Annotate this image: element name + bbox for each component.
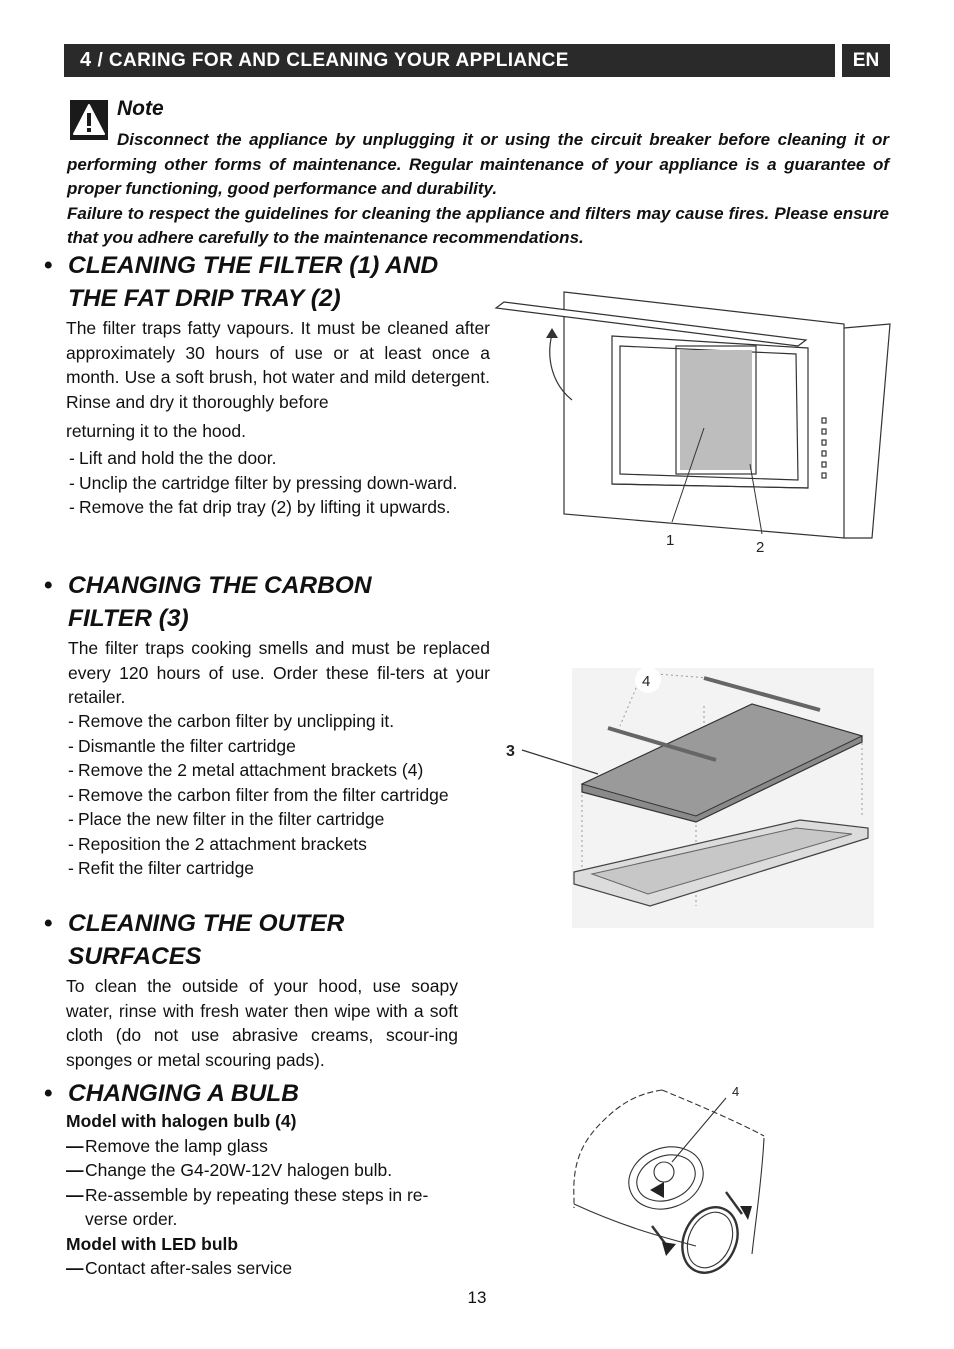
callout-2: 2	[756, 539, 765, 556]
list-item: — Change the G4-20W-12V halogen bulb.	[66, 1158, 466, 1183]
callout-3: 3	[506, 743, 515, 760]
callout-1: 1	[666, 532, 675, 549]
bullet: •	[44, 910, 53, 937]
page-number: 13	[467, 1288, 487, 1307]
chapter-number: 4	[80, 49, 92, 71]
filter-steps	[67, 446, 467, 520]
filter-heading-line-1: CLEANING THE FILTER (1) AND	[68, 252, 439, 279]
bulb-section-heading	[44, 1077, 299, 1110]
callout-4: 4	[642, 673, 651, 690]
led-steps	[66, 1256, 466, 1281]
halogen-steps	[66, 1134, 466, 1232]
filter-intro-continued: returning it to the hood.	[66, 421, 246, 441]
bulb-heading: CHANGING A BULB	[68, 1080, 299, 1107]
outer-section-heading	[44, 907, 345, 973]
callout-4: 4	[732, 1084, 740, 1099]
filter-intro: The filter traps fatty vapours. It must be cleaned after approximately 30 hours of use or at least once a month. Use a soft brush, hot water and mild detergent. Rinse and dry it thoroughly before	[66, 318, 490, 412]
filter-mesh	[680, 350, 752, 470]
carbon-intro: The filter traps cooking smells and must be replaced every 120 hours of use. Order these fil-ters at your retailer.	[68, 638, 490, 707]
bulb-illustration	[566, 1078, 778, 1284]
filter-section-heading	[44, 249, 439, 315]
list-item: - Reposition the 2 attachment brackets	[66, 832, 496, 857]
carbon-filter-illustration	[500, 666, 876, 930]
outer-heading-line-1: CLEANING THE OUTER	[68, 910, 345, 937]
list-item: - Lift and hold the the door.	[67, 446, 467, 471]
carbon-heading-line-1: CHANGING THE CARBON	[68, 572, 372, 599]
bullet: •	[44, 252, 53, 279]
list-item: - Dismantle the filter cartridge	[66, 734, 496, 759]
note-title: Note	[117, 97, 164, 120]
bullet: •	[44, 572, 53, 599]
bullet: •	[44, 1080, 53, 1107]
list-item: - Remove the 2 metal attachment brackets (4)	[66, 758, 496, 783]
bulb-instructions	[66, 1109, 466, 1281]
list-item: - Place the new filter in the filter cartridge	[66, 807, 496, 832]
filter-heading-line-2: THE FAT DRIP TRAY (2)	[68, 285, 341, 312]
note-body	[67, 128, 889, 251]
list-item: - Remove the carbon filter by unclipping it.	[66, 709, 496, 734]
list-item: — Re-assemble by repeating these steps in re-verse order.	[66, 1183, 466, 1232]
list-item: — Remove the lamp glass	[66, 1134, 466, 1159]
outer-intro: To clean the outside of your hood, use soapy water, rinse with fresh water then wipe with a soft cloth (do not use abrasive creams, scour-ing sponges or metal scouring pads).	[66, 976, 458, 1070]
chapter-title: / CARING FOR AND CLEANING YOUR APPLIANCE	[97, 49, 569, 71]
halogen-subheading: Model with halogen bulb (4)	[66, 1111, 297, 1131]
list-item: - Remove the carbon filter from the filter cartridge	[66, 783, 496, 808]
list-item: - Refit the filter cartridge	[66, 856, 496, 881]
note-paragraph-1: Disconnect the appliance by unplugging it or using the circuit breaker before cleaning it or performing other forms of maintenance. Regular maintenance of your appliance is a guarantee of proper functioning, good performance and durability.	[67, 130, 889, 198]
led-subheading: Model with LED bulb	[66, 1233, 239, 1254]
carbon-section-heading	[44, 569, 372, 635]
note-paragraph-2: Failure to respect the guidelines for cleaning the appliance and filters may cause fires. Please ensure that you adhere carefully to the maintenance recommendations.	[67, 203, 889, 247]
list-item: - Unclip the cartridge filter by pressing down-ward.	[67, 471, 467, 496]
language-badge: EN	[842, 44, 890, 77]
outer-heading-line-2: SURFACES	[68, 943, 202, 970]
list-item: - Remove the fat drip tray (2) by lifting it upwards.	[67, 495, 467, 520]
carbon-steps	[66, 709, 496, 881]
hood-filter-illustration	[492, 288, 892, 560]
carbon-heading-line-2: FILTER (3)	[68, 605, 189, 632]
list-item: — Contact after-sales service	[66, 1256, 466, 1281]
section-header-bar	[64, 44, 835, 77]
